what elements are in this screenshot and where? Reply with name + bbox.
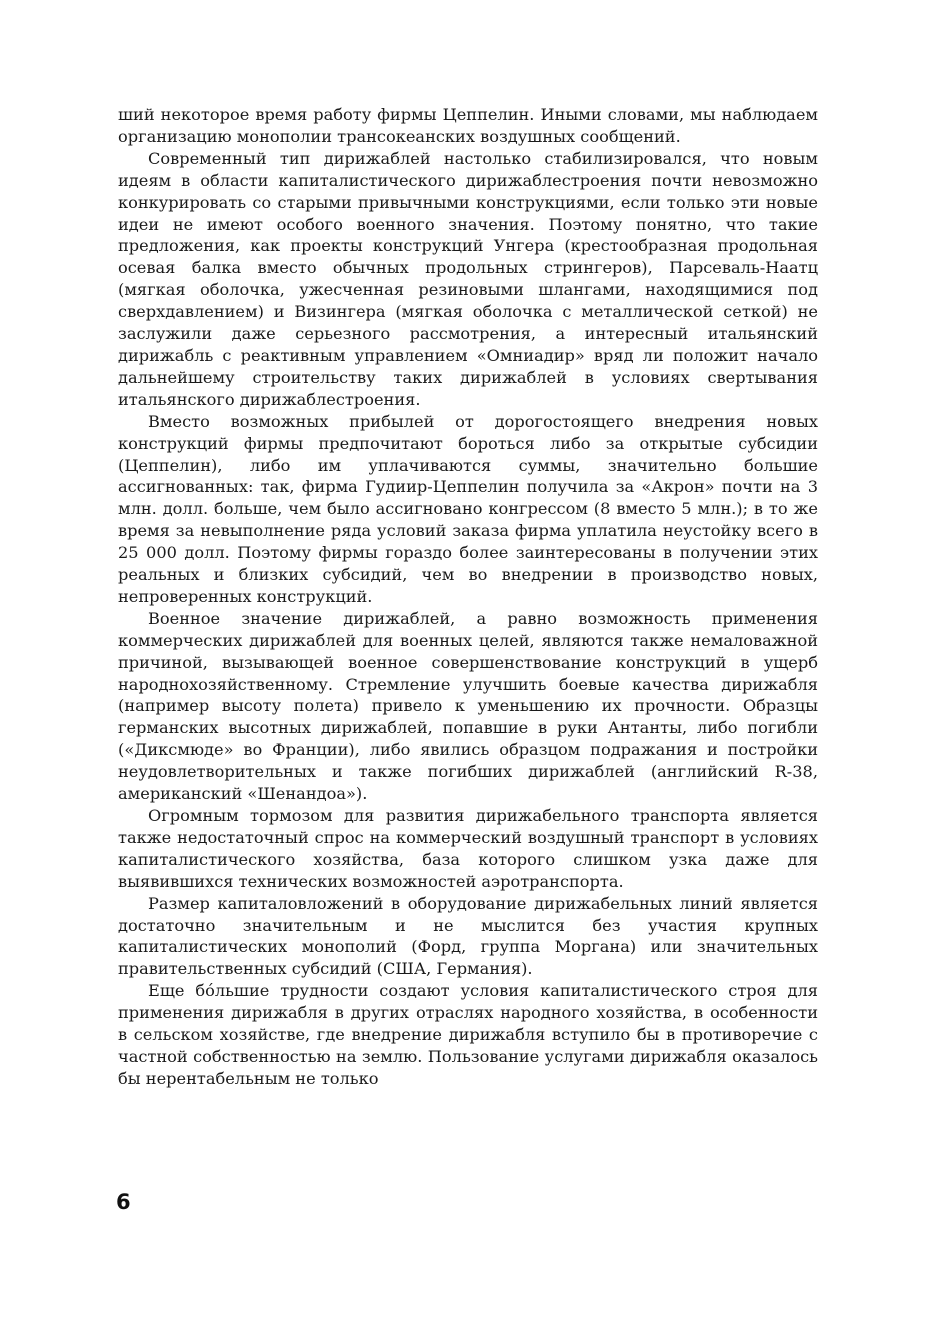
paragraph: Современный тип дирижаблей настолько стабилизировался, что новым идеям в области капиталистического дирижаблестроения почти невозможно конкурировать со старыми привычными конструкциями, если только эти новые идеи не имеют особого военного значения. Поэтому понятно, что такие предложения, как проекты конструкций Унгера (крестообразная продольная осевая балка вместо обычных продольных стрингеров), Парсеваль-Наатц (мягкая оболочка, ужесченная резиновыми шлангами, находящимися под сверхдавлением) и Визингера (мягкая оболочка с металлической сеткой) не заслужили даже серьезного рассмотрения, а интересный итальянский дирижабль с реактивным управлением «Омниадир» вряд ли положит начало дальнейшему строительству таких дирижаблей в условиях свертывания итальянского дирижаблестроения.: [118, 148, 818, 409]
page-number: 6: [116, 1190, 131, 1214]
paragraph: Размер капиталовложений в оборудование дирижабельных линий является достаточно значительным и не мыслится без участия крупных капиталистических монополий (Форд, группа Моргана) или значительных правительственных субсидий (США, Германия).: [118, 893, 818, 979]
paragraph: Вместо возможных прибылей от дорогостоящего внедрения новых конструкций фирмы предпочитают бороться либо за открытые субсидии (Цеппелин), либо им уплачиваются суммы, значительно большие ассигнованных: так, фирма Гудиир-Цеппелин получила за «Акрон» почти на 3 млн. долл. больше, чем было ассигновано конгрессом (8 вместо 5 млн.); в то же время за невыполнение ряда условий заказа фирма уплатила неустойку всего в 25 000 долл. Поэтому фирмы гораздо более заинтересованы в получении этих реальных и близких субсидий, чем во внедрении в производство новых, непроверенных конструкций.: [118, 411, 818, 606]
body-text: [118, 104, 818, 1090]
paragraph: Военное значение дирижаблей, а равно возможность применения коммерческих дирижаблей для военных целей, являются также немаловажной причиной, вызывающей военное совершенствование конструкций в ущерб народнохозяйственному. Стремление улучшить боевые качества дирижабля (например высоту полета) привело к уменьшению их прочности. Образцы германских высотных дирижаблей, попавшие в руки Антанты, либо погибли («Диксмюде» во Франции), либо явились образцом подражания и постройки неудовлетворительных и также погибших дирижаблей (английский R-38, американский «Шенандоа»).: [118, 608, 818, 804]
paragraph: Еще бóльшие трудности создают условия капиталистического строя для применения дирижабля в других отраслях народного хозяйства, в особенности в сельском хозяйстве, где внедрение дирижабля вступило бы в противоречие с частной собственностью на землю. Пользование услугами дирижабля оказалось бы нерентабельным не только: [118, 981, 818, 1088]
paragraph: Огромным тормозом для развития дирижабельного транспорта является также недостаточный спрос на коммерческий воздушный транспорт в условиях капиталистического хозяйства, база которого слишком узка даже для выявившихся технических возможностей аэротранспорта.: [118, 806, 818, 891]
paragraph: ший некоторое время работу фирмы Цеппелин. Иными словами, мы наблюдаем организацию монополии трансокеанских воздушных сообщений.: [118, 105, 818, 146]
